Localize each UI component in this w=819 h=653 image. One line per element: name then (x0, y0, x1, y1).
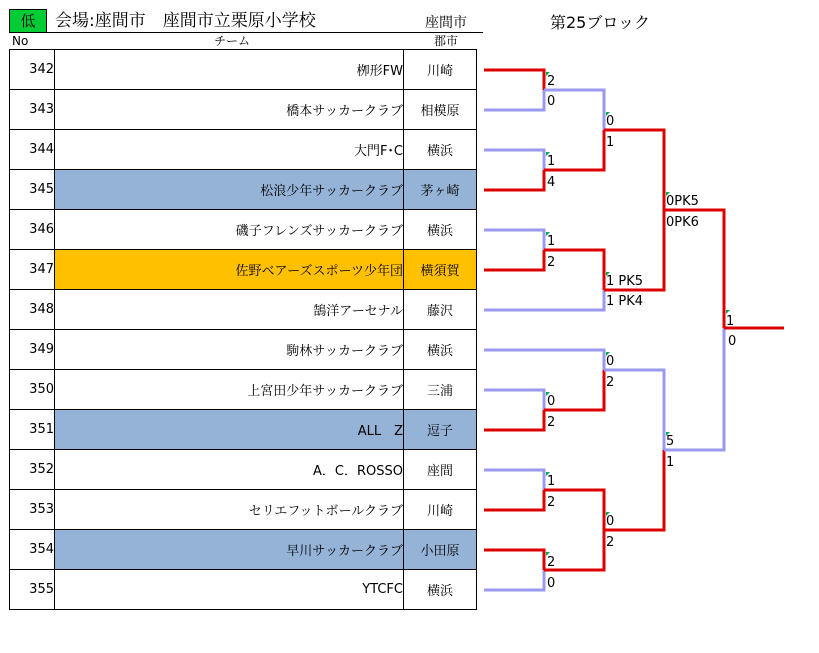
team-number: 354 (10, 530, 55, 570)
team-number: 352 (10, 450, 55, 490)
score: 2 (547, 555, 556, 570)
team-city: 横須賀 (404, 250, 477, 290)
score: 4 (547, 175, 556, 190)
team-name: 松浪少年サッカークラブ (55, 170, 404, 210)
score: 0PK5 (666, 194, 699, 209)
team-city: 座間 (404, 450, 477, 490)
bracket-line-346 (484, 230, 544, 250)
team-name: 早川サッカークラブ (55, 530, 404, 570)
score: 1 (606, 135, 615, 150)
score: 0 (547, 94, 556, 109)
score: 0 (606, 114, 615, 129)
bracket-line-355 (484, 570, 544, 590)
team-name: 駒林サッカークラブ (55, 330, 404, 370)
column-header-no: No (12, 34, 29, 48)
team-city: 逗子 (404, 410, 477, 450)
team-city: 三浦 (404, 370, 477, 410)
team-name: ALL Z (55, 410, 404, 450)
score: 2 (547, 415, 556, 430)
team-number: 348 (10, 290, 55, 330)
bracket-line-343 (484, 90, 544, 110)
team-city: 小田原 (404, 530, 477, 570)
team-number: 344 (10, 130, 55, 170)
team-city: 横浜 (404, 130, 477, 170)
team-number: 350 (10, 370, 55, 410)
team-number: 347 (10, 250, 55, 290)
team-number: 346 (10, 210, 55, 250)
column-header-team: チーム (213, 34, 250, 48)
team-name: セリエフットボールクラブ (55, 490, 404, 530)
score: 0 (606, 354, 615, 369)
bracket-line-353 (484, 490, 544, 510)
score: 0 (547, 394, 556, 409)
score: 1 (547, 474, 556, 489)
score: 1 (666, 455, 675, 470)
score: 5 (666, 434, 675, 449)
team-name: 橋本サッカークラブ (55, 90, 404, 130)
bracket-line-348 (484, 290, 604, 310)
team-name: 佐野ベアーズスポーツ少年団 (55, 250, 404, 290)
team-name: 栁形FW (55, 50, 404, 90)
team-city: 藤沢 (404, 290, 477, 330)
team-number: 343 (10, 90, 55, 130)
team-name: 鵠洋アーセナル (55, 290, 404, 330)
team-number: 353 (10, 490, 55, 530)
score: 0PK6 (666, 215, 699, 230)
bracket-line-351 (484, 410, 544, 430)
team-number: 342 (10, 50, 55, 90)
bracket-line-final-b (664, 328, 724, 450)
score: 2 (547, 74, 556, 89)
team-name: 磯子フレンズサッカークラブ (55, 210, 404, 250)
bracket-line-345 (484, 170, 544, 190)
score: 1 (547, 154, 556, 169)
team-city: 相模原 (404, 90, 477, 130)
bracket-line-342 (484, 70, 544, 90)
score: 0 (547, 576, 556, 591)
score: 2 (606, 535, 615, 550)
score: 1 (726, 314, 735, 329)
bracket-line-352 (484, 470, 544, 490)
score: 2 (547, 495, 556, 510)
score: 0 (728, 334, 737, 349)
team-city: 横浜 (404, 210, 477, 250)
team-name: YTCFC (55, 570, 404, 610)
city-header: 座間市 (425, 15, 467, 31)
bracket-line-344 (484, 150, 544, 170)
team-name: 大門F･C (55, 130, 404, 170)
team-number: 351 (10, 410, 55, 450)
score: 0 (606, 514, 615, 529)
team-city: 川崎 (404, 490, 477, 530)
team-name: 上宮田少年サッカークラブ (55, 370, 404, 410)
block-title: 第25ブロック (550, 13, 651, 32)
team-number: 345 (10, 170, 55, 210)
score: 1 PK5 (606, 274, 644, 289)
score: 1 (547, 234, 556, 249)
team-number: 355 (10, 570, 55, 610)
level-badge: 低 (9, 9, 47, 33)
team-city: 横浜 (404, 570, 477, 610)
team-city: 川崎 (404, 50, 477, 90)
venue-title: 会場:座間市 座間市立栗原小学校 (55, 11, 316, 31)
team-city: 茅ヶ崎 (404, 170, 477, 210)
bracket-line-349 (484, 350, 604, 370)
bracket-line-354 (484, 550, 544, 570)
team-city: 横浜 (404, 330, 477, 370)
score: 2 (547, 255, 556, 270)
team-name: A．C．ROSSO (55, 450, 404, 490)
bracket-line-347 (484, 250, 544, 270)
bracket-line-350 (484, 390, 544, 410)
team-number: 349 (10, 330, 55, 370)
column-header-city: 郡市 (433, 34, 458, 48)
score: 1 PK4 (606, 294, 644, 309)
score: 2 (606, 375, 615, 390)
